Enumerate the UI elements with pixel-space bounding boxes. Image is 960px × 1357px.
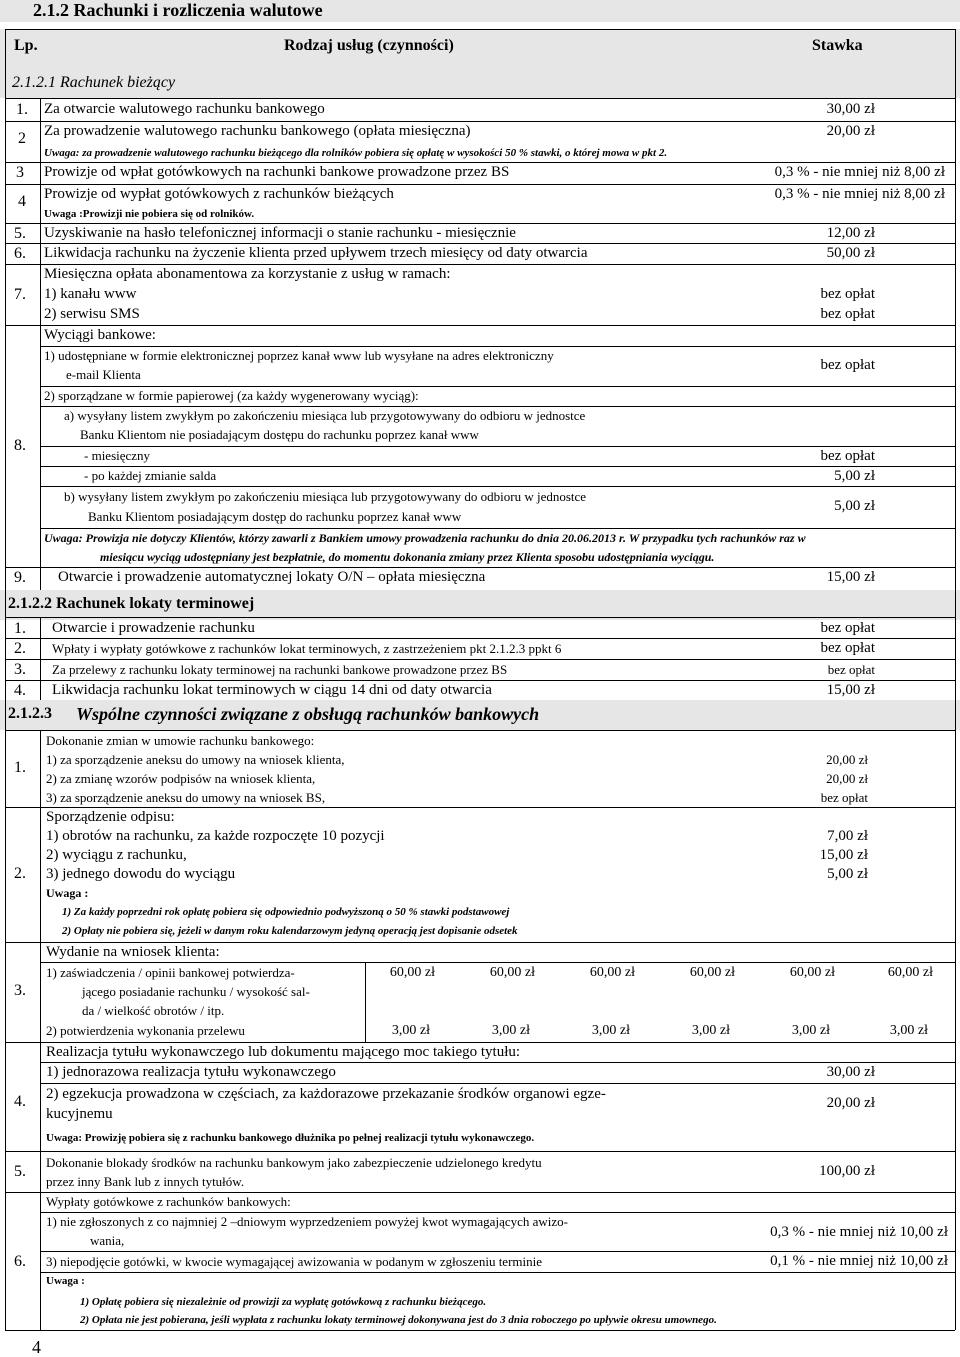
row-text: Sporządzenie odpisu:: [46, 809, 175, 825]
row-rate: bez opłat: [820, 640, 875, 656]
row-subitem: 1) obrotów na rachunku, za każde rozpoczęte 10 pozycji: [46, 828, 385, 844]
row-subitem: 2) wyciągu z rachunku,: [46, 847, 187, 863]
row-number: 2: [18, 130, 26, 147]
row-subitem: 3) jednego dowodu do wyciągu: [46, 866, 236, 882]
row-subitem: wania,: [90, 1233, 125, 1248]
row-number: 4.: [14, 682, 26, 699]
row-rate: bez opłat: [820, 357, 875, 373]
row-note: Uwaga: Prowizja nie dotyczy Klientów, którzy zawarli z Bankiem umowy prowadzenia rachunku do dnia 20.06.2013 r. W przypadku tych rachunków raz w: [44, 531, 806, 545]
rate-cell: 3,00 zł: [791, 1023, 830, 1038]
row-subitem: 2) egzekucja prowadzona w częściach, za każdorazowe przekazanie środków organowi egze-: [46, 1086, 606, 1102]
row-rate: 20,00 zł: [826, 752, 868, 767]
row-text: Prowizje od wpłat gotówkowych na rachunki bankowe prowadzone przez BS: [44, 164, 510, 180]
row-subitem: 3) niepodjęcie gotówki, w kwocie wymagającej awizowania w podanym w zgłoszeniu terminie: [46, 1254, 543, 1269]
row-subitem: - po każdej zmianie salda: [84, 468, 217, 483]
row-subitem: 1) nie zgłoszonych z co najmniej 2 –dniowym wyprzedzeniem powyżej kwot wymagających awizo-: [46, 1214, 568, 1229]
row-subitem: 1) zaświadczenia / opinii bankowej potwierdza-: [46, 965, 295, 980]
row-number: 2.: [14, 640, 26, 657]
row-subitem: jącego posiadanie rachunku / wysokość sal-: [82, 984, 310, 999]
row-text: Za przelewy z rachunku lokaty terminowej na rachunki bankowe prowadzone przez BS: [52, 662, 508, 677]
row-number: 1.: [14, 620, 26, 637]
row-note: 2) Opłaty nie pobiera się, jeżeli w danym roku kalendarzowym jedyną operacją jest dopisanie odsetek: [62, 925, 518, 937]
page-number: 4: [32, 1337, 41, 1357]
row-number: 2.: [14, 865, 26, 882]
row-subitem: 1) kanału www: [44, 286, 137, 302]
rate-cell: 3,00 zł: [391, 1023, 430, 1038]
row-rate: 15,00 zł: [826, 569, 875, 585]
row-rate: 5,00 zł: [827, 866, 868, 882]
section-title: 2.1.2 Rachunki i rozliczenia walutowe: [33, 0, 323, 20]
row-text: Wypłaty gotówkowe z rachunków bankowych:: [46, 1194, 291, 1209]
row-note: 1) Za każdy poprzedni rok opłatę pobiera się odpowiednio podwyższoną o 50 % stawki podstawowej: [62, 906, 510, 918]
row-note: Uwaga: za prowadzenie walutowego rachunku bieżącego dla rolników pobiera się opłatę w wysokości 50 % stawki, o której mowa w pkt 2.: [44, 147, 668, 159]
row-rate: 0,1 % - nie mniej niż 10,00 zł: [770, 1253, 948, 1269]
row-rate: 5,00 zł: [834, 468, 875, 484]
rate-cell: 60,00 zł: [589, 965, 635, 980]
row-note: Uwaga :: [46, 886, 89, 900]
row-subitem: Banku Klientom nie posiadającym dostępu do rachunku poprzez kanał www: [80, 427, 479, 442]
row-rate: 15,00 zł: [819, 847, 868, 863]
row-text: Za otwarcie walutowego rachunku bankowego: [44, 101, 325, 117]
row-subitem: - miesięczny: [84, 448, 151, 463]
rate-cell: 60,00 zł: [689, 965, 735, 980]
row-rate: bez opłat: [820, 306, 875, 322]
rate-cell: 60,00 zł: [489, 965, 535, 980]
row-text: Otwarcie i prowadzenie automatycznej lokaty O/N – opłata miesięczna: [58, 569, 486, 585]
rate-cell: 3,00 zł: [591, 1023, 630, 1038]
row-rate: bez opłat: [820, 448, 875, 464]
row-text: Likwidacja rachunku lokat terminowych w ciągu 14 dni od daty otwarcia: [52, 682, 492, 698]
row-rate: 5,00 zł: [834, 498, 875, 514]
row-text: Wpłaty i wypłaty gotówkowe z rachunków lokat terminowych, z zastrzeżeniem pkt 2.1.2.3 ppkt 6: [52, 641, 562, 656]
row-number: 5.: [14, 1163, 26, 1180]
subsection-title-2122: 2.1.2.2 Rachunek lokaty terminowej: [8, 595, 255, 612]
header-lp: Lp.: [14, 37, 38, 54]
header-rodzaj: Rodzaj usług (czynności): [284, 37, 454, 54]
row-text: Dokonanie blokady środków na rachunku bankowym jako zabezpieczenie udzielonego kredytu: [46, 1155, 542, 1170]
row-subitem: e-mail Klienta: [66, 367, 141, 382]
row-rate: 30,00 zł: [826, 101, 875, 117]
row-number: 5.: [14, 225, 26, 242]
row-subitem: Banku Klientom posiadającym dostęp do rachunku poprzez kanał www: [88, 509, 462, 524]
row-text: Realizacja tytułu wykonawczego lub dokumentu mającego moc takiego tytułu:: [46, 1044, 521, 1060]
row-number: 9.: [14, 569, 26, 586]
row-number: 6.: [14, 245, 26, 262]
row-text: Za prowadzenie walutowego rachunku bankowego (opłata miesięczna): [44, 123, 471, 139]
row-rate: bez opłat: [820, 286, 875, 302]
subsection-title-2121: 2.1.2.1 Rachunek bieżący: [12, 74, 176, 91]
row-text: Prowizje od wypłat gotówkowych z rachunków bieżących: [44, 186, 394, 202]
row-number: 7.: [14, 286, 26, 303]
row-number: 3.: [14, 982, 26, 999]
row-text: Uzyskiwanie na hasło telefonicznej informacji o stanie rachunku - miesięcznie: [44, 225, 516, 241]
row-note: Uwaga: Prowizję pobiera się z rachunku bankowego dłużnika po pełnej realizacji tytułu wykonawczego.: [46, 1132, 535, 1144]
row-number: 8.: [14, 437, 26, 454]
rate-cell: 60,00 zł: [389, 965, 435, 980]
rate-cell: 3,00 zł: [491, 1023, 530, 1038]
row-subitem: 2) potwierdzenia wykonania przelewu: [46, 1023, 245, 1038]
row-number: 4.: [14, 1093, 26, 1110]
rate-cell: 60,00 zł: [789, 965, 835, 980]
row-number: 3: [16, 164, 24, 181]
row-number: 6.: [14, 1253, 26, 1270]
subsection-number-2123: 2.1.2.3: [8, 705, 52, 722]
row-rate: 20,00 zł: [826, 771, 868, 786]
row-subitem: da / wielkość obrotów / itp.: [82, 1003, 225, 1018]
row-text: Dokonanie zmian w umowie rachunku bankowego:: [46, 733, 315, 748]
row-rate: 7,00 zł: [827, 828, 868, 844]
row-rate: 0,3 % - nie mniej niż 10,00 zł: [770, 1224, 948, 1240]
row-subitem: 2) serwisu SMS: [44, 306, 140, 322]
row-subitem: kucyjnemu: [46, 1106, 113, 1122]
row-rate: 30,00 zł: [826, 1064, 875, 1080]
row-text: Miesięczna opłata abonamentowa za korzystanie z usług w ramach:: [44, 266, 451, 282]
row-rate: 20,00 zł: [826, 1095, 875, 1111]
row-rate: 50,00 zł: [826, 245, 875, 261]
row-number: 1.: [14, 759, 26, 776]
row-note: 2) Opłata nie jest pobierana, jeśli wypłata z rachunku lokaty terminowej dokonywana jest do 3 dnia roboczego po upływie okresu umownego.: [80, 1314, 717, 1326]
row-subitem: a) wysyłany listem zwykłym po zakończeniu miesiąca lub przygotowywany do odbioru w jednostce: [64, 408, 586, 423]
row-subitem: 2) za zmianę wzorów podpisów na wniosek klienta,: [46, 771, 316, 786]
row-subitem: 1) jednorazowa realizacja tytułu wykonawczego: [46, 1064, 336, 1080]
row-note: miesiącu wyciąg udostępniany jest bezpłatnie, do momentu dokonania zmiany przez Klienta sposobu udostępniania wyciągu.: [100, 550, 715, 564]
row-subitem: 3) za sporządzenie aneksu do umowy na wniosek BS,: [46, 790, 326, 805]
row-number: 3.: [14, 661, 26, 678]
row-text: Likwidacja rachunku na życzenie klienta przed upływem trzech miesięcy od daty otwarcia: [44, 245, 588, 261]
row-note: Uwaga :Prowizji nie pobiera się od rolników.: [44, 208, 255, 220]
row-text: Otwarcie i prowadzenie rachunku: [52, 620, 255, 636]
row-number: 4: [18, 193, 26, 210]
row-text: przez inny Bank lub z innych tytułów.: [46, 1174, 245, 1189]
row-note: Uwaga :: [46, 1275, 85, 1287]
row-subitem: b) wysyłany listem zwykłym po zakończeniu miesiąca lub przygotowywany do odbioru w jednostce: [64, 489, 587, 504]
row-rate: 0,3 % - nie mniej niż 8,00 zł: [774, 164, 945, 180]
rate-cell: 60,00 zł: [887, 965, 933, 980]
rate-cell: 3,00 zł: [691, 1023, 730, 1038]
rate-cell: 3,00 zł: [889, 1023, 928, 1038]
row-rate: bez opłat: [827, 662, 875, 677]
row-text: Wyciągi bankowe:: [44, 327, 156, 343]
row-note: 1) Opłatę pobiera się niezależnie od prowizji za wypłatę gotówkową z rachunku bieżącego.: [80, 1296, 487, 1308]
row-rate: 20,00 zł: [826, 123, 875, 139]
row-text: Wydanie na wniosek klienta:: [46, 944, 220, 960]
row-rate: bez opłat: [820, 620, 875, 636]
row-subitem: 1) za sporządzenie aneksu do umowy na wniosek klienta,: [46, 752, 345, 767]
row-subitem: 1) udostępniane w formie elektronicznej poprzez kanał www lub wysyłane na adres elektroniczny: [44, 348, 554, 363]
row-rate: 100,00 zł: [819, 1163, 875, 1179]
row-rate: 12,00 zł: [826, 225, 875, 241]
row-subitem: 2) sporządzane w formie papierowej (za każdy wygenerowany wyciąg):: [44, 388, 419, 403]
header-stawka: Stawka: [812, 37, 863, 54]
subsection-title-2123: Wspólne czynności związane z obsługą rachunków bankowych: [76, 704, 540, 724]
row-number: 1.: [16, 101, 28, 118]
row-rate: 15,00 zł: [826, 682, 875, 698]
row-rate: bez opłat: [820, 790, 868, 805]
row-rate: 0,3 % - nie mniej niż 8,00 zł: [774, 186, 945, 202]
